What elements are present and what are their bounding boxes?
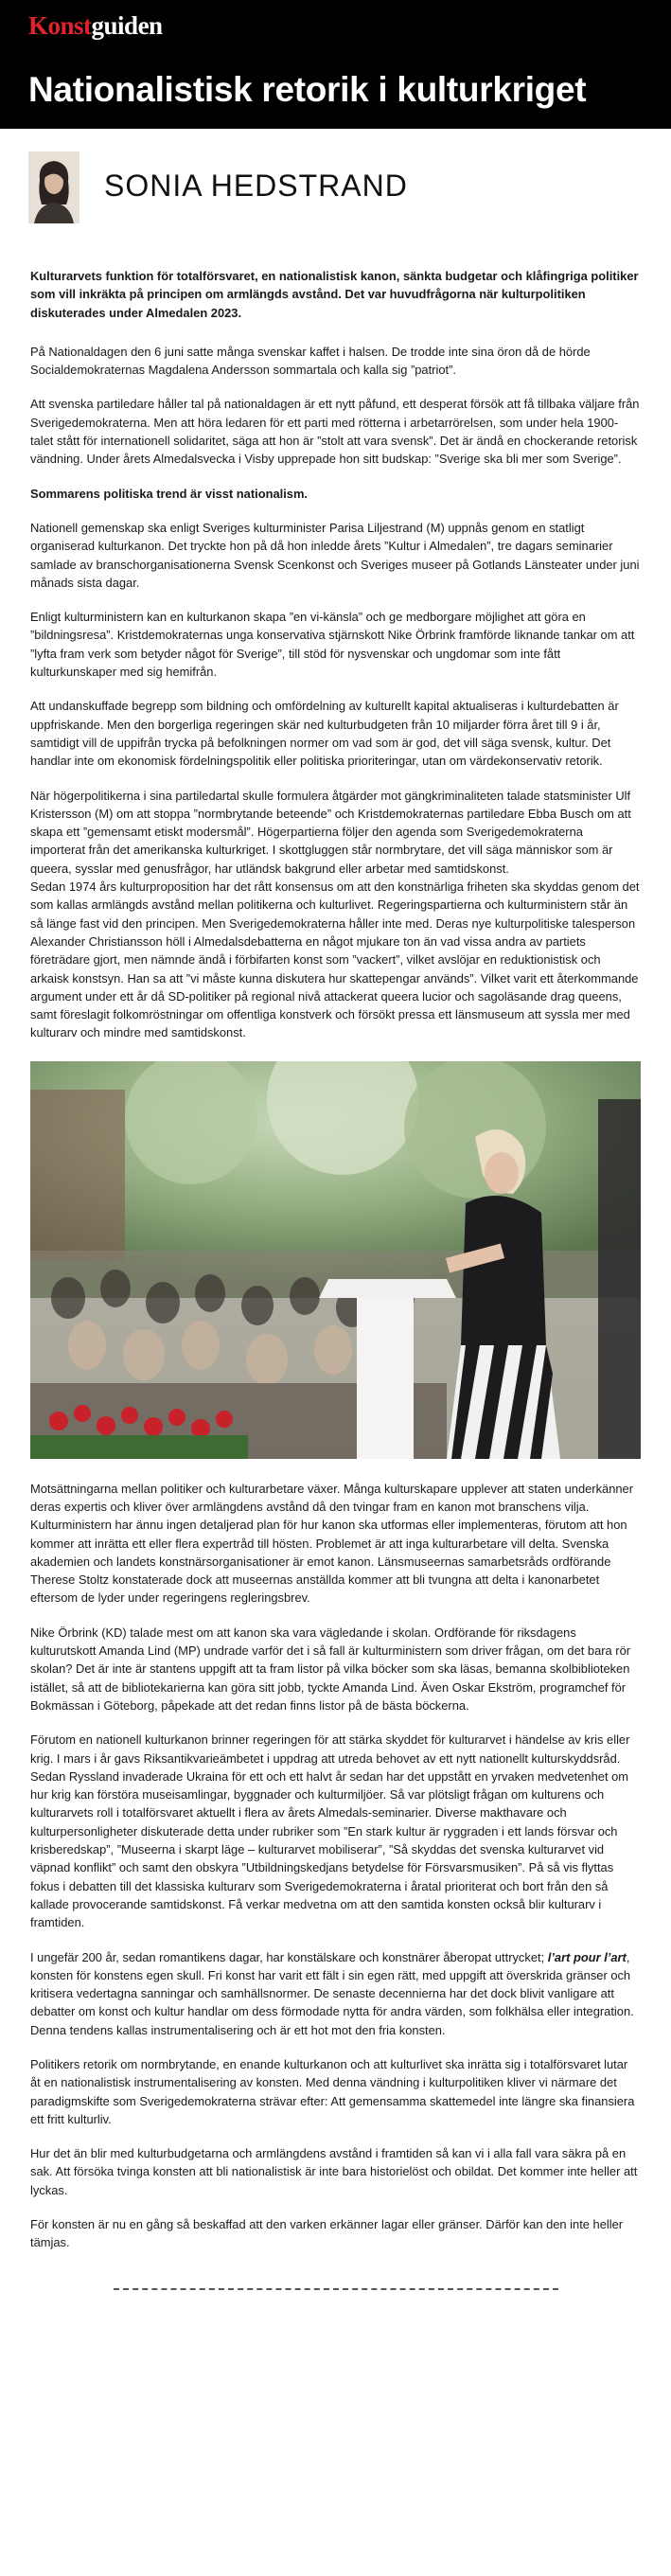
paragraph: Förutom en nationell kulturkanon brinner regeringen för att stärka skyddet för kulturarvet i händelse av kris eller krig. I mars i år gavs Riksantikvarieämbetet i uppdrag att utreda behovet av ett nytt nationellt kulturskyddsråd. Sedan Ryssland invaderade Ukraina för ett och ett halvt år sedan har det uppstått en yrvaken medvetenhet om hur krig kan förstöra museisamlingar, byggnader och kulturmiljöer. Så var plötsligt frågan om kulturens och kulturarvets roll i totalförsvaret aktuellt i flera av årets Almedals-seminarier. Diverse makthavare och kulturpersonligheter diskuterade detta under rubriker som ”En stark kultur är ryggraden i ett lands försvar och krisberedskap”, ”Museerna i skarpt läge – kulturarvet mobiliserar”, ”Så skyddas det svenska kulturarvet vid väpnad konflikt” och samt den obskyra ”Utbildningskedjans betydelse för Försvarsmusiken”. På så vis flyttas fokus i debatten till det klassiska kulturarv som Sverigedemokraterna i åratal prioriterat och bort från den så kallade provocerande samtidskonst. Få verkar medvetna om att den samtida konsten också blir kulturarv i framtiden.	[30, 1732, 630, 1930]
paragraph: På Nationaldagen den 6 juni satte många svenskar kaffet i halsen. De trodde inte sina öron då de hörde Socialdemokraternas Magdalena Andersson sommartala och kalla sig ”patriot”.	[30, 344, 591, 378]
author-avatar	[28, 151, 79, 223]
paragraph: Att undanskuffade begrepp som bildning och omfördelning av kulturellt kapital aktualiseras i kulturdebatten är uppfriskande. Men den borgerliga regeringen skär ned kulturbudgeten från 10 miljarder förra året till 9 i år, samtidigt vill de uppifrån trycka på befolkningen normer om vad som är god, det vill säga svensk, kultur. Det handlar inte om ekonomisk fördelningspolitik eller politiska prioriteringar, utan om värdekonservativ retorik.	[30, 699, 619, 769]
end-divider	[114, 2288, 558, 2290]
paragraph-text: I ungefär 200 år, sedan romantikens dagar, har konstälskare och konstnärer åberopat uttrycket;	[30, 1949, 548, 1964]
article-lead: Kulturarvets funktion för totalförsvaret, en nationalistisk kanon, sänkta budgetar och klåfingriga politiker som vill inkräkta på principen om armlängds avstånd. Det var huvudfrågorna när kulturpolitiken diskuterades under Almedalen 2023.	[30, 269, 639, 320]
article-body	[0, 242, 671, 2318]
paragraph: Nationell gemenskap ska enligt Sveriges kulturminister Parisa Liljestrand (M) uppnås genom en statligt organiserad kulturkanon. Det tryckte hon på då hon inledde årets ”Kultur i Almedalen”, tre dagars seminarier samlade av branschorganisationerna Svensk Scenkonst och Sveriges museer på Gotlands Länsteater under juni månads sista dagar.	[30, 520, 640, 590]
paragraph: När högerpolitikerna i sina partiledartal skulle formulera åtgärder mot gängkriminaliteten talade statsminister Ulf Kristersson (M) om att stoppa ”normbrytande beteende” och Kristdemokraternas partiledare Ebba Busch om att skapa ett ”gemensamt etiskt modersmål”. Högerpartierna följer den agenda som Sverigedemokraterna importerat från det amerikanska kulturkriget. I skottgluggen står normbrytare, det vill säga människor som är queera, sysslar med genusfrågor, har utländsk bakgrund eller arbetar med samtidskonst.	[30, 788, 631, 876]
paragraph	[30, 1948, 641, 2039]
logo-part-konst: Konst	[28, 11, 92, 40]
paragraph: Enligt kulturministern kan en kulturkanon skapa ”en vi-känsla” och ge medborgare möjlighet att göra en ”bildningsresa”. Kristdemokraternas unga konservativa stjärnskott Nike Örbrink framförde liknande tankar om att ”lyfta fram verk som betyder något för Sverige”, till stöd för nysvenskar och ungdomar som inte fått kulturkunskaper med sig hemifrån.	[30, 610, 635, 680]
page-title: Nationalistisk retorik i kulturkriget	[28, 70, 587, 109]
site-logo[interactable]	[28, 11, 163, 41]
site-header	[0, 0, 671, 129]
paragraph: Hur det än blir med kulturbudgetarna och armlängdens avstånd i framtiden så kan vi i alla fall vara säkra på en sak. Att försöka tvinga konsten att bli nationalistisk är inte bara historielöst och obildat. Det kommer inte heller att lyckas.	[30, 2146, 638, 2197]
paragraph: Politikers retorik om normbrytande, en enande kulturkanon och att kulturlivet ska inrätta sig i totalförsvaret lutar åt en nationalistisk instrumentalisering av konsten. Med denna vändning i kulturpolitiken kliver vi närmare det paradigmskifte som Sverigedemokraterna strävar efter: Att gemensamma skattemedel inte längre ska finansiera ett fritt kulturliv.	[30, 2057, 635, 2126]
paragraph: För konsten är nu en gång så beskaffad att den varken erkänner lagar eller gränser. Därför kan den inte heller tämjas.	[30, 2217, 624, 2250]
paragraph: Nike Örbrink (KD) talade mest om att kanon ska vara vägledande i skolan. Ordförande för riksdagens kulturutskott Amanda Lind (MP) undrade varför det i så fall är kulturministern som driver frågan, om det bara rör skolan? Det är inte är stantens uppgift att ta fram listor på vilka böcker som ska läsas, bemanna skolbiblioteken istället, så att de bibliotekarierna kan göra sitt jobb, tyckte Amanda Lind. Även Oskar Ekström, programchef för Bokmässan i Göteborg, påpekade att det redan finns listor på de bästa böckerna.	[30, 1625, 631, 1713]
author-name: SONIA HEDSTRAND	[104, 169, 408, 203]
logo-part-guiden: guiden	[91, 11, 163, 40]
paragraph-text: , konsten för konstens egen skull. Fri konst har varit ett fält i sin egen rätt, med uppgift att överskrida gränser och kritisera vedertagna sanningar och samhällsnormer. De senaste decennierna har det dock blivit vanligare att debatter om konst och kultur handlar om dess förmodade nytta för andra värden, som folkhälsa eller integration. Denna tendens kallas instrumentalisering och är ett hot mot den fria konsten.	[30, 1949, 634, 2037]
paragraph: Motsättningarna mellan politiker och kulturarbetare växer. Många kulturskapare upplever att staten underkänner deras expertis och kliver över armlängdens avstånd då den tvingar fram en kanon mot branschens vilja. Kulturministern har ännu ingen detaljerad plan för hur kanon ska utformas eller implementeras, förutom att hon kommer att inrätta ett eller flera expertråd till hösten. Problemet är att inga kulturarbetare vill delta. Svenska akademien och landets konstnärsorganisationer är emot kanon. Länsmuseernas samarbetsråds ordförande Therese Stoltz konstaterade dock att museernas anställda kommer att bli tvungna att delta i kanonarbetet eftersom de lyder under regeringens regleringsbrev.	[30, 1481, 634, 1606]
author-block	[0, 151, 671, 242]
emphasis-text: l’art pour l’art	[547, 1949, 627, 1964]
paragraph: Sedan 1974 års kulturproposition har det rått konsensus om att den konstnärliga friheten ska skyddas genom det som kallas armlängds avstånd mellan politikerna och kulturlivet. Regeringspartierna och kulturministern står än så länge fast vid den principen. Men Sverigedemokraterna håller inte med. Deras nye kulturpolitiske talesperson Alexander Christiansson höll i Almedalsdebatterna en något mjukare ton än vad vissa andra av partiets företrädare gjort, men nämnde ändå i förbifarten konst som ”vackert”, vilket avslöjar en reduktionistisk och arkaisk konstsyn. Han sa att ”vi måste kunna diskutera hur skattepengar används”. Vilket varit ett återkommande argument under ett år då SD-politiker på regional nivå attackerat queera lucior och sagoläsande drag queens, samt föreslagit folkomröstningar om offentliga konstverk och försökt pressa ett länsmuseum att syssla mer med kulturarv och mindre med samtidskonst.	[30, 879, 640, 1040]
subheading: Sommarens politiska trend är visst nationalism.	[30, 486, 308, 501]
article-photo	[30, 1061, 641, 1459]
paragraph: Att svenska partiledare håller tal på nationaldagen är ett nytt påfund, ett desperat försök att få tillbaka väljare från Sverigedemokraterna. Men att höra ledaren för ett parti med rötterna i arbetarrörelsen, som under hela 1900-talet stått för internationell solidaritet, säga att hon är ”stolt att vara svensk”. Det är ändå en chockerande retorisk vändning. Under årets Almedalsvecka i Visby upprepade hon sitt budskap: ”Sverige ska bli mer som Sverige”.	[30, 397, 640, 467]
